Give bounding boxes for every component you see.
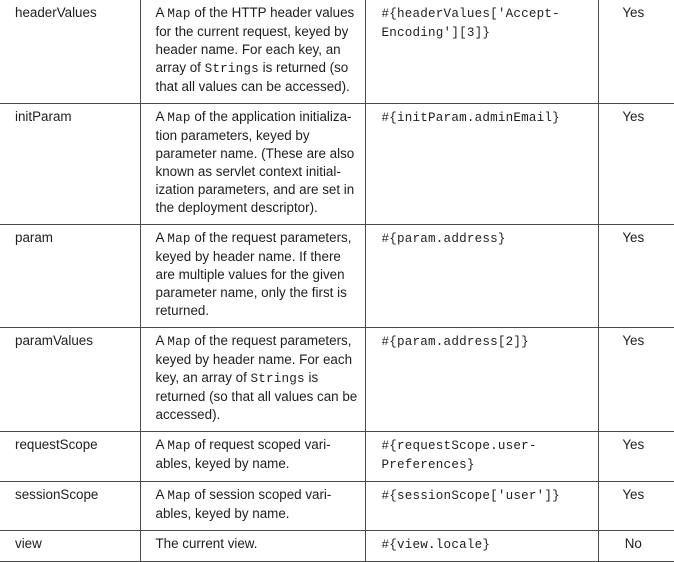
description-text: A	[155, 487, 168, 502]
code-term: Map	[167, 232, 191, 246]
description-text: of the HTTP header values for the current request, keyed by header name. For each key, an array of	[155, 5, 355, 75]
code-term: Strings	[204, 62, 259, 76]
description-text: A	[155, 5, 168, 20]
table-row	[0, 482, 674, 531]
example-expression-cell	[365, 225, 598, 328]
table-row	[0, 432, 674, 482]
expression-text: #{param.address[2]}	[381, 335, 529, 349]
description-cell	[140, 531, 365, 562]
object-name-cell: initParam	[0, 104, 140, 225]
description-cell	[140, 104, 365, 225]
object-name-cell: headerValues	[0, 0, 140, 104]
table-row	[0, 0, 674, 104]
flag-cell: Yes	[598, 225, 674, 328]
description-cell	[140, 482, 365, 531]
description-text: is returned (so that all values can be accessed).	[155, 60, 350, 94]
description-text: of session scoped vari- ables, keyed by name.	[155, 487, 332, 521]
flag-cell: Yes	[598, 328, 674, 432]
expression-text: #{initParam.adminEmail}	[381, 111, 560, 125]
object-name-cell: view	[0, 531, 140, 562]
flag-cell: No	[598, 531, 674, 562]
code-term: Map	[167, 489, 191, 503]
expression-text: #{headerValues['Accept- Encoding'][3]}	[381, 7, 560, 40]
code-term: Map	[167, 335, 191, 349]
description-text: A	[155, 333, 168, 348]
object-name-cell: requestScope	[0, 432, 140, 482]
flag-cell: Yes	[598, 0, 674, 104]
code-term: Map	[167, 111, 191, 125]
code-term: Map	[167, 7, 191, 21]
description-text: The current view.	[155, 536, 258, 551]
description-text: of the application initializa- tion parameters, keyed by parameter name. (These are also known as servlet context initial- ization parameters, and are set in the deployment descriptor).	[155, 109, 355, 215]
description-text: of the request parameters, keyed by header name. For each key, an array of	[155, 333, 353, 385]
description-text: is returned (so that all values can be accessed).	[155, 370, 358, 422]
example-expression-cell	[365, 432, 598, 482]
description-text: A	[155, 230, 168, 245]
object-name-cell: param	[0, 225, 140, 328]
code-term: Map	[167, 439, 191, 453]
code-term: Strings	[250, 372, 305, 386]
expression-text: #{sessionScope['user']}	[381, 489, 560, 503]
table-row	[0, 531, 674, 562]
table-row	[0, 225, 674, 328]
expression-text: #{view.locale}	[381, 538, 491, 552]
flag-cell: Yes	[598, 482, 674, 531]
example-expression-cell	[365, 104, 598, 225]
description-text: A	[155, 437, 168, 452]
description-cell	[140, 432, 365, 482]
example-expression-cell	[365, 328, 598, 432]
flag-cell: Yes	[598, 104, 674, 225]
table-row	[0, 104, 674, 225]
description-cell	[140, 328, 365, 432]
object-name-cell: sessionScope	[0, 482, 140, 531]
object-name-cell: paramValues	[0, 328, 140, 432]
description-cell	[140, 225, 365, 328]
flag-cell: Yes	[598, 432, 674, 482]
description-cell	[140, 0, 365, 104]
expression-text: #{param.address}	[381, 232, 506, 246]
description-text: A	[155, 109, 168, 124]
example-expression-cell	[365, 531, 598, 562]
table-row	[0, 328, 674, 432]
description-text: of the request parameters, keyed by header name. If there are multiple values for the given parameter name, only the first is returned.	[155, 230, 352, 318]
example-expression-cell	[365, 482, 598, 531]
example-expression-cell	[365, 0, 598, 104]
expression-text: #{requestScope.user- Preferences}	[381, 439, 537, 472]
description-text: of request scoped vari- ables, keyed by name.	[155, 437, 331, 471]
